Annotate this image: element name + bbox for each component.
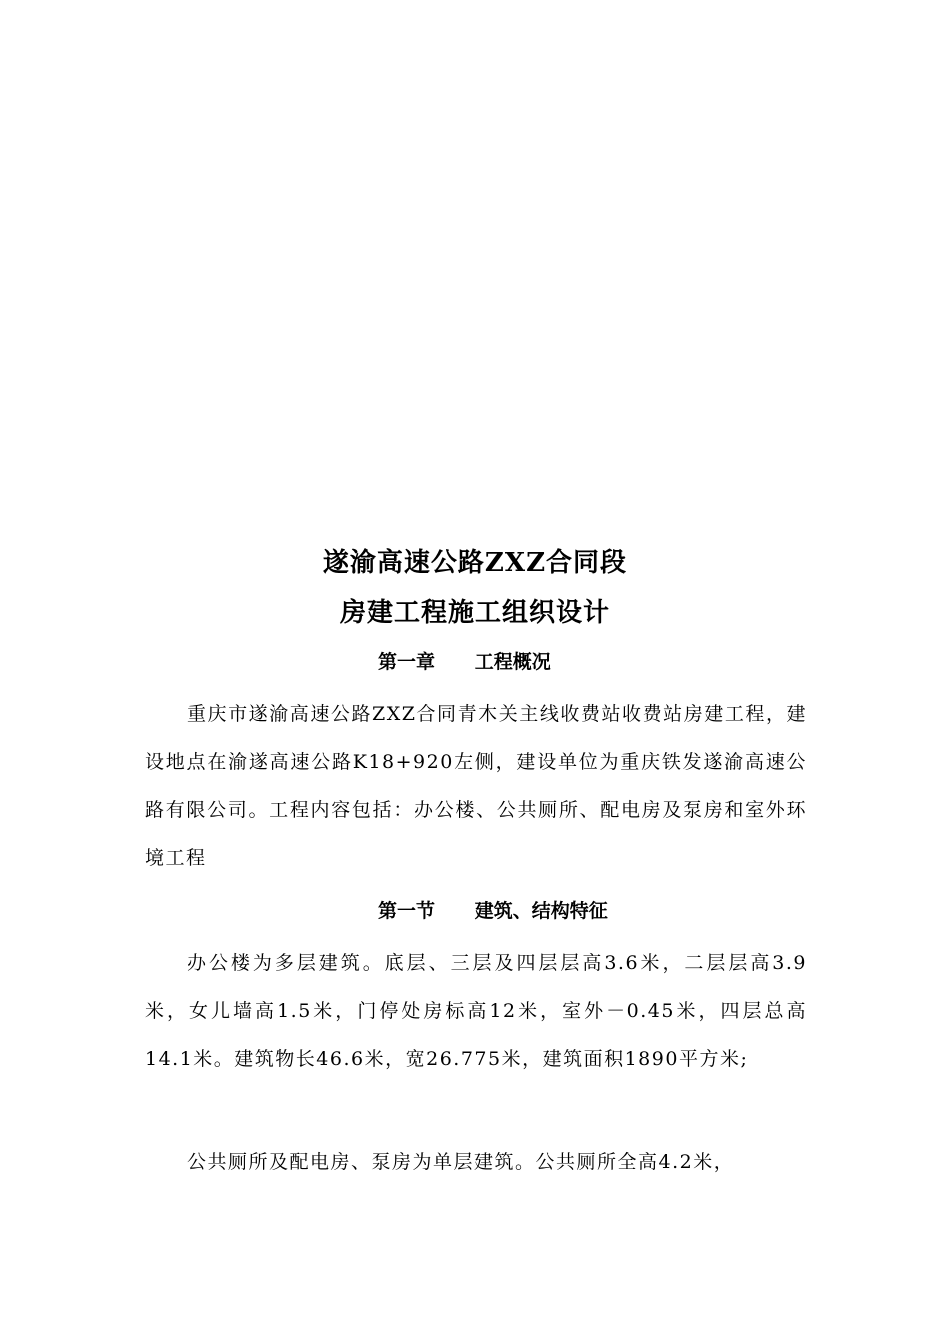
chapter-paragraph: 重庆市遂渝高速公路ZXZ合同青木关主线收费站收费站房建工程，建设地点在渝遂高速公路K18+920左侧，建设单位为重庆铁发遂渝高速公路有限公司。工程内容包括：办公楼、公共厕所、配电房及泵房和室外环境工程 — [145, 703, 807, 869]
document-title-line2: 房建工程施工组织设计 — [339, 598, 610, 628]
section-heading: 第一节 建筑、结构特征 — [378, 900, 608, 922]
section-paragraph-2: 公共厕所及配电房、泵房为单层建筑。公共厕所全高4.2米， — [187, 1151, 735, 1173]
chapter-heading: 第一章 工程概况 — [378, 651, 551, 673]
section-paragraph-1: 办公楼为多层建筑。底层、三层及四层层高3.6米，二层层高3.9米，女儿墙高1.5米，门停处房标高12米，室外－0.45米，四层总高14.1米。建筑物长46.6米，宽26.775米，建筑面积1890平方米; — [145, 952, 807, 1070]
document-title-line1: 遂渝高速公路ZXZ合同段 — [322, 548, 628, 578]
